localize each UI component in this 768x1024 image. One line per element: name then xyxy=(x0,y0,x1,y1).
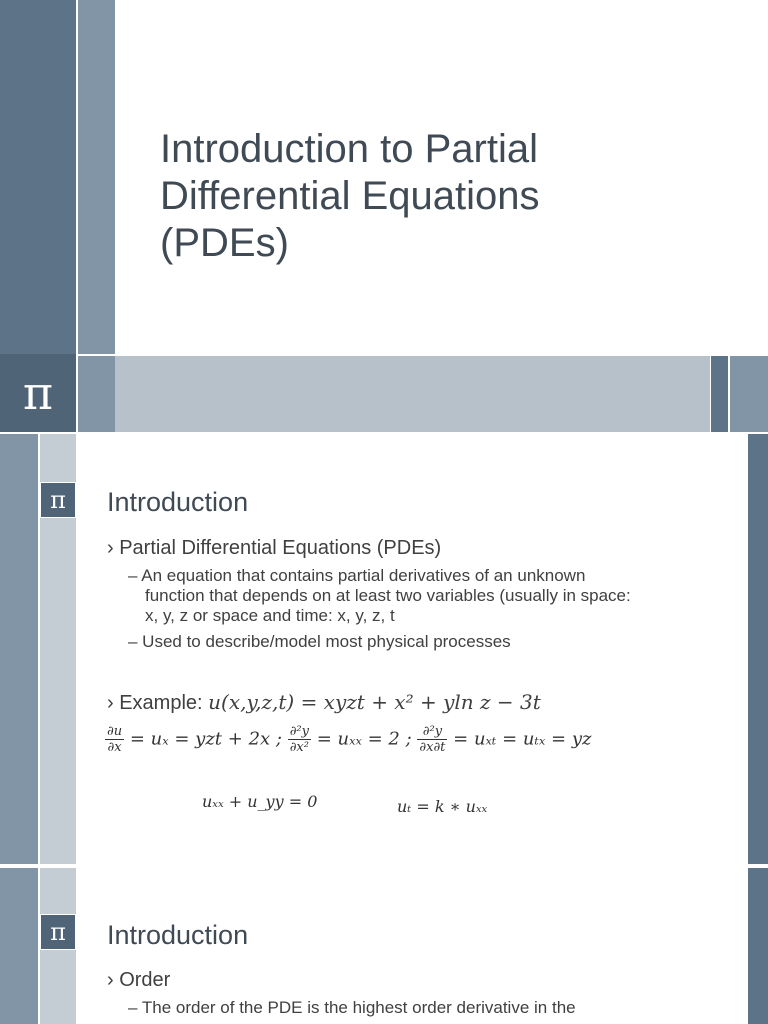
band-block-light xyxy=(115,356,710,432)
heat-equation: uₜ = k ∗ uₓₓ xyxy=(397,797,488,816)
pi-logo-icon: π xyxy=(0,354,76,432)
slide3-heading: Introduction xyxy=(107,920,249,950)
title-line-2: Differential Equations xyxy=(160,174,540,218)
slide2-sub-definition xyxy=(128,566,708,626)
derivatives-row xyxy=(105,724,592,755)
frac-d2y-dx2: $\frac{\text{∂²y}}{\text{∂x²}}$ xyxy=(289,724,309,755)
deriv-3-rhs: = uₓₜ = uₜₓ = yz xyxy=(453,728,592,750)
slide2-right-bar xyxy=(748,434,768,864)
slide2-bullet-pdes: › Partial Differential Equations (PDEs) xyxy=(107,537,442,559)
example-label: › Example: xyxy=(107,692,209,714)
frac-d2y-dxdt: $\frac{\text{∂²y}}{\partial x\partial t}$ xyxy=(419,724,446,755)
slide3-bullet-order: › Order xyxy=(107,969,171,991)
slide2-left-bar-outer xyxy=(0,434,38,864)
title-line-1: Introduction to Partial xyxy=(160,127,538,171)
slide1-left-bar-dark xyxy=(0,0,76,354)
band-block-dark-right xyxy=(711,356,728,432)
title-line-3: (PDEs) xyxy=(160,221,289,265)
slide3-right-bar xyxy=(748,868,768,1024)
band-block-mid-right xyxy=(730,356,768,432)
slide3-left-bar-outer xyxy=(0,868,38,1024)
slide2-heading: Introduction xyxy=(107,487,249,517)
slide2-sub-physical: – Used to describe/model most physical processes xyxy=(128,632,511,651)
pi-icon: π xyxy=(40,482,76,518)
example-equation: u(x,y,z,t) = xyzt + x² + yln z − 3t xyxy=(208,690,541,714)
slide1-left-bar-mid xyxy=(78,0,115,354)
definition-line-2: function that depends on at least two variables (usually in space: xyxy=(145,586,631,605)
definition-line-3: x, y, z or space and time: x, y, z, t xyxy=(145,606,395,625)
slide2-example xyxy=(107,690,541,715)
definition-line-1: – An equation that contains partial derivatives of an unknown xyxy=(128,566,586,585)
band-block-mid xyxy=(78,356,115,432)
slide1-title xyxy=(160,126,680,267)
deriv-2-rhs: = uₓₓ = 2 ; xyxy=(316,728,412,750)
slide3-sub-order: – The order of the PDE is the highest order derivative in the xyxy=(128,998,576,1017)
deriv-1-rhs: = uₓ = yzt + 2x ; xyxy=(129,728,282,750)
frac-du-dx: $\frac{\partial u}{\partial x}$ xyxy=(107,724,123,755)
pi-icon: π xyxy=(40,914,76,950)
laplace-equation: uₓₓ + u_yy = 0 xyxy=(202,792,318,811)
